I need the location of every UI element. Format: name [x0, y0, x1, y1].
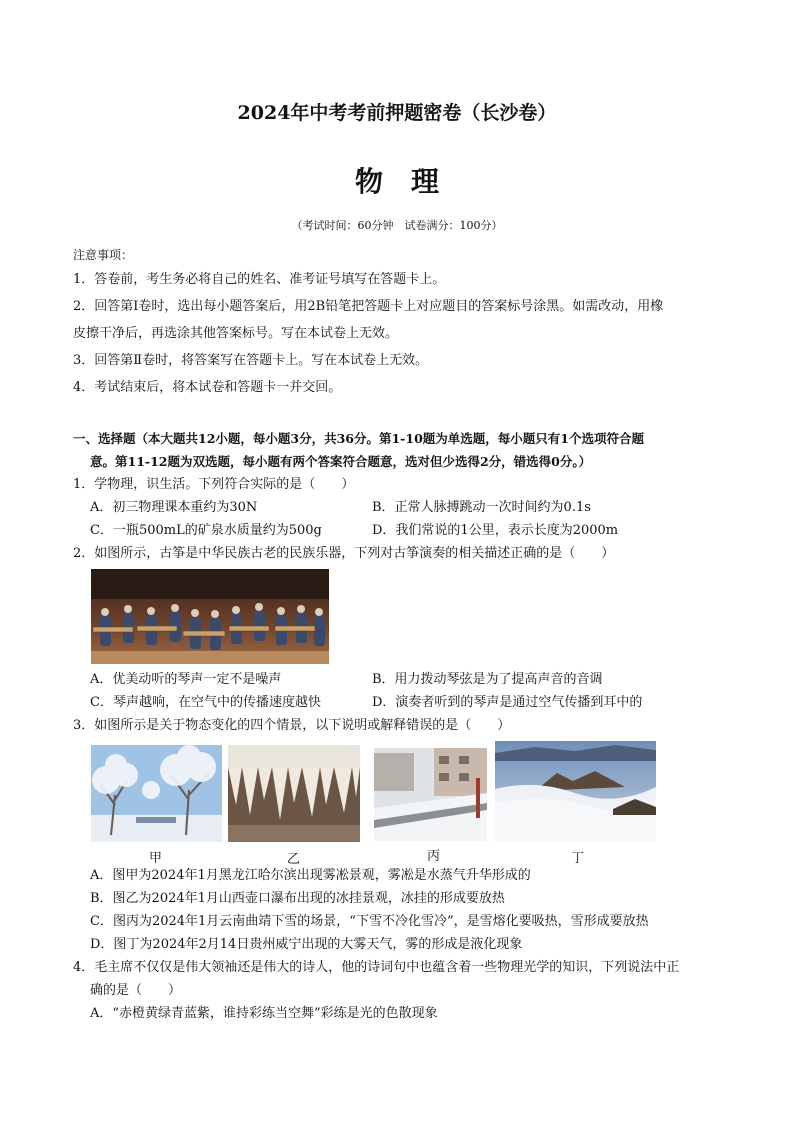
- q2-option-b: B．用力拨动琴弦是为了提高声音的音调: [372, 672, 603, 687]
- note-3: 3．回答第Ⅱ卷时，将答案写在答题卡上。写在本试卷上无效。: [73, 353, 429, 368]
- q1-option-b: B．正常人脉搏跳动一次时间约为0.1s: [372, 500, 591, 515]
- section1-line2: 意。第11-12题为双选题，每小题有两个答案符合题意，选对但少选得2分，错选得0分。）: [90, 454, 592, 469]
- q3-option-c: C．图丙为2024年1月云南曲靖下雪的场景，“下雪不冷化雪冷”，是雪熔化要吸热，雪形成要放热: [90, 914, 649, 929]
- caption-jia: 甲: [149, 851, 163, 866]
- snow-street-photo-bing: [374, 748, 487, 841]
- caption-ding: 丁: [571, 851, 585, 866]
- q1-option-d: D．我们常说的1公里，表示长度为2000m: [372, 523, 619, 538]
- q4-option-a: A．“赤橙黄绿青蓝紫，谁持彩练当空舞”彩练是光的色散现象: [90, 1006, 438, 1021]
- q2-stem: 2．如图所示，古筝是中华民族古老的民族乐器，下列对古筝演奏的相关描述正确的是（ ）: [73, 546, 615, 561]
- q4-stem-line1: 4．毛主席不仅仅是伟大领袖还是伟大的诗人，他的诗词句中也蕴含着一些物理光学的知识，下列说法中正: [73, 960, 680, 975]
- section1-line1: 一、选择题（本大题共12小题，每小题3分，共36分。第1-10题为单选题，每小题只有1个选项符合题: [73, 431, 644, 446]
- q1-stem: 1．学物理，识生活。下列符合实际的是（ ）: [73, 477, 355, 492]
- note-1: 1．答卷前，考生务必将自己的姓名、准考证号填写在答题卡上。: [73, 272, 446, 287]
- caption-bing: 丙: [427, 849, 441, 864]
- q3-option-b: B．图乙为2024年1月山西壶口瀑布出现的冰挂景观，冰挂的形成要放热: [90, 891, 505, 906]
- subject-char-1: 物: [354, 165, 383, 198]
- q3-stem: 3．如图所示是关于物态变化的四个情景，以下说明或解释错误的是（ ）: [73, 718, 511, 733]
- q1-option-a: A．初三物理课本重约为30N: [90, 500, 258, 515]
- q2-option-d: D．演奏者听到的琴声是通过空气传播到耳中的: [372, 695, 643, 710]
- caption-yi: 乙: [287, 852, 301, 867]
- q1-option-c: C．一瓶500mL的矿泉水质量约为500g: [90, 523, 322, 538]
- icicle-photo-yi: [228, 745, 360, 842]
- q3-option-d: D．图丁为2024年2月14日贵州威宁出现的大雾天气，雾的形成是液化现象: [90, 937, 523, 952]
- exam-info: （考试时间：60分钟 试卷满分：100分）: [291, 219, 503, 232]
- note-2: 2．回答第Ⅰ卷时，选出每小题答案后，用2B铅笔把答题卡上对应题目的答案标号涂黑。如需改动，用橡: [73, 299, 664, 314]
- exam-title: 2024年中考考前押题密卷（长沙卷）: [237, 102, 557, 124]
- q2-option-a: A．优美动听的琴声一定不是噪声: [90, 672, 282, 687]
- subject-title: [0, 160, 794, 200]
- q3-option-a: A．图甲为2024年1月黑龙江哈尔滨出现雾凇景观，雾凇是水蒸气升华形成的: [90, 868, 531, 883]
- notes-heading: 注意事项：: [73, 248, 134, 262]
- note-4: 4．考试结束后，将本试卷和答题卡一并交回。: [73, 380, 342, 395]
- q2-option-c: C．琴声越响，在空气中的传播速度越快: [90, 695, 321, 710]
- guzheng-performance-photo: [91, 569, 329, 664]
- fog-mountain-photo-ding: [495, 741, 656, 842]
- q4-stem-line2: 确的是（ ）: [90, 983, 182, 998]
- rime-photo-jia: [91, 745, 222, 842]
- note-2-cont: 皮擦干净后，再选涂其他答案标号。写在本试卷上无效。: [73, 326, 399, 341]
- subject-char-2: 理: [411, 165, 440, 198]
